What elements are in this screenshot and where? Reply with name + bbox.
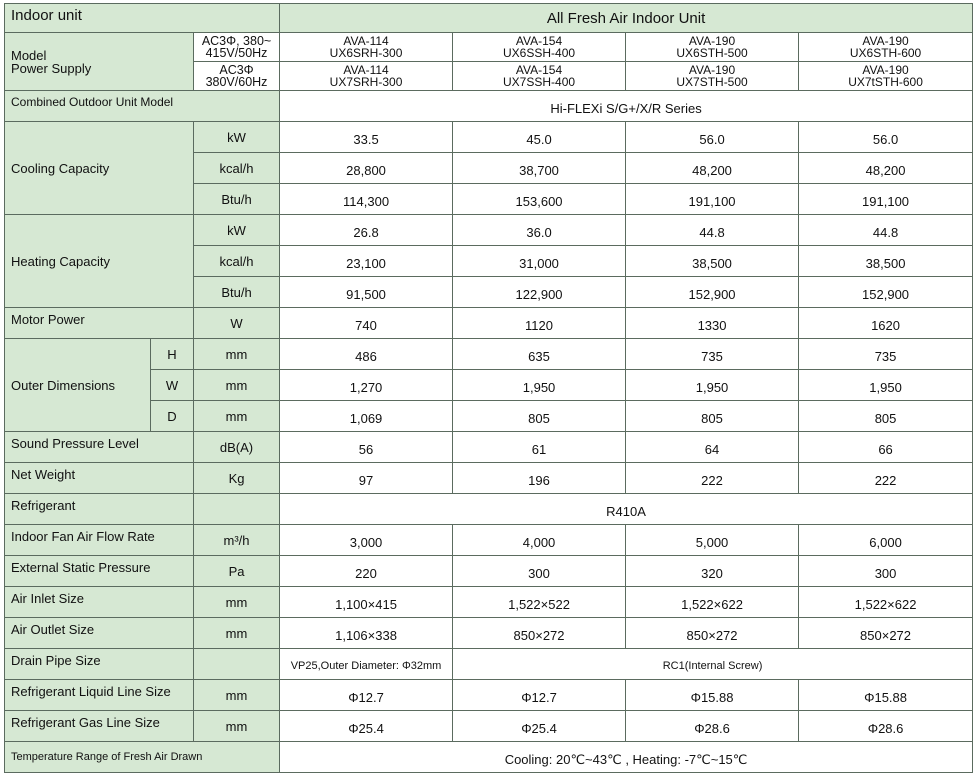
static-pressure-value: 300: [799, 556, 973, 587]
heating-capacity-label: Heating Capacity: [5, 215, 194, 308]
model-name-line-2: UX7SRH-300: [329, 75, 403, 89]
heating-value: 44.8: [626, 215, 799, 246]
liquid-line-size-value: Φ12.7: [280, 680, 453, 711]
motor-value: 740: [280, 308, 453, 339]
liquid-line-size-label: Refrigerant Liquid Line Size: [5, 680, 194, 711]
specification-table: [4, 3, 973, 773]
drain-pipe-value-2: RC1(Internal Screw): [453, 649, 973, 680]
air-inlet-size-value: 1,522×622: [799, 587, 973, 618]
unit-label: kcal/h: [194, 246, 280, 277]
power-supply-60hz-line-1: AC3Φ: [219, 63, 254, 77]
cooling-capacity-label: Cooling Capacity: [5, 122, 194, 215]
cooling-value: 28,800: [280, 153, 453, 184]
cooling-value: 48,200: [626, 153, 799, 184]
cooling-value: 191,100: [799, 184, 973, 215]
motor-value: 1120: [453, 308, 626, 339]
air-outlet-size-label: Air Outlet Size: [5, 618, 194, 649]
dimension-axis-label: D: [151, 401, 194, 432]
air-flow-rate-value: 5,000: [626, 525, 799, 556]
air-flow-rate-label: Indoor Fan Air Flow Rate: [5, 525, 194, 556]
dimension-value: 1,950: [626, 370, 799, 401]
power-supply-50hz: [194, 33, 280, 62]
dimension-value: 1,950: [453, 370, 626, 401]
static-pressure-value: 220: [280, 556, 453, 587]
refrigerant-label: Refrigerant: [5, 494, 194, 525]
model-name-line-1: AVA-190: [862, 34, 909, 48]
model-name-line-2: UX7SSH-400: [503, 75, 576, 89]
motor-power-label: Motor Power: [5, 308, 194, 339]
drain-pipe-label: Drain Pipe Size: [5, 649, 194, 680]
drain-pipe-value-1: VP25,Outer Diameter: Φ32mm: [280, 649, 453, 680]
model-power-label-line-1: Model: [11, 47, 47, 63]
temperature-range-label: Temperature Range of Fresh Air Drawn: [5, 742, 280, 773]
model-name: [799, 62, 973, 91]
unit-label: mm: [194, 680, 280, 711]
sound-pressure-label: Sound Pressure Level: [5, 432, 194, 463]
model-name-line-1: AVA-190: [688, 63, 736, 77]
unit-label: mm: [194, 370, 280, 401]
net-weight-value: 222: [799, 463, 973, 494]
unit-label: Kg: [194, 463, 280, 494]
net-weight-value: 97: [280, 463, 453, 494]
model-power-label: [5, 33, 194, 91]
unit-label: m³/h: [194, 525, 280, 556]
dimension-value: 735: [799, 339, 973, 370]
heating-value: 38,500: [799, 246, 973, 277]
model-name-line-1: AVA-190: [688, 34, 736, 48]
unit-label: kW: [194, 122, 280, 153]
sound-pressure-value: 61: [453, 432, 626, 463]
cooling-value: 191,100: [626, 184, 799, 215]
model-name: [626, 62, 799, 91]
power-supply-60hz-line-2: 380V/60Hz: [205, 75, 268, 89]
air-outlet-size-value: 850×272: [626, 618, 799, 649]
unit-label: Btu/h: [194, 184, 280, 215]
drain-unit-empty: [194, 649, 280, 680]
dimension-value: 805: [626, 401, 799, 432]
unit-label: mm: [194, 618, 280, 649]
model-name-line-2: UX6STH-500: [676, 46, 748, 60]
liquid-line-size-value: Φ15.88: [626, 680, 799, 711]
model-name-line-1: AVA-154: [515, 63, 563, 77]
net-weight-value: 222: [626, 463, 799, 494]
power-supply-50hz-line-2: 415V/50Hz: [205, 46, 268, 60]
cooling-value: 114,300: [280, 184, 453, 215]
model-name-line-1: AVA-114: [343, 34, 389, 48]
model-name-line-1: AVA-154: [515, 34, 563, 48]
heating-value: 26.8: [280, 215, 453, 246]
indoor-unit-header: Indoor unit: [5, 4, 280, 33]
model-name: [280, 33, 453, 62]
static-pressure-value: 320: [626, 556, 799, 587]
liquid-line-size-value: Φ12.7: [453, 680, 626, 711]
outer-dimensions-label: Outer Dimensions: [5, 339, 151, 432]
unit-label: kW: [194, 215, 280, 246]
sound-pressure-value: 56: [280, 432, 453, 463]
gas-line-size-label: Refrigerant Gas Line Size: [5, 711, 194, 742]
model-name-line-2: UX6SSH-400: [503, 46, 576, 60]
sound-pressure-value: 66: [799, 432, 973, 463]
dimension-value: 1,270: [280, 370, 453, 401]
heating-value: 152,900: [626, 277, 799, 308]
power-supply-50hz-line-1: AC3Φ, 380~: [201, 34, 272, 48]
unit-label: Btu/h: [194, 277, 280, 308]
dimension-value: 635: [453, 339, 626, 370]
dimension-value: 1,069: [280, 401, 453, 432]
cooling-value: 48,200: [799, 153, 973, 184]
unit-label: Pa: [194, 556, 280, 587]
air-inlet-size-value: 1,522×522: [453, 587, 626, 618]
heating-value: 152,900: [799, 277, 973, 308]
model-name: [280, 62, 453, 91]
sound-pressure-value: 64: [626, 432, 799, 463]
model-name: [799, 33, 973, 62]
heating-value: 91,500: [280, 277, 453, 308]
air-outlet-size-value: 1,106×338: [280, 618, 453, 649]
dimension-axis-label: W: [151, 370, 194, 401]
unit-label: kcal/h: [194, 153, 280, 184]
unit-label: W: [194, 308, 280, 339]
unit-label: dB(A): [194, 432, 280, 463]
gas-line-size-value: Φ28.6: [626, 711, 799, 742]
air-inlet-size-value: 1,100×415: [280, 587, 453, 618]
model-name-line-2: UX7tSTH-600: [848, 75, 923, 89]
liquid-line-size-value: Φ15.88: [799, 680, 973, 711]
model-name-line-2: UX6SRH-300: [329, 46, 403, 60]
heating-value: 38,500: [626, 246, 799, 277]
cooling-value: 56.0: [799, 122, 973, 153]
temperature-range-value: Cooling: 20℃~43℃ , Heating: -7℃~15℃: [280, 742, 973, 773]
cooling-value: 153,600: [453, 184, 626, 215]
heating-value: 36.0: [453, 215, 626, 246]
gas-line-size-value: Φ25.4: [453, 711, 626, 742]
air-inlet-size-value: 1,522×622: [626, 587, 799, 618]
cooling-value: 45.0: [453, 122, 626, 153]
cooling-value: 38,700: [453, 153, 626, 184]
motor-value: 1620: [799, 308, 973, 339]
motor-value: 1330: [626, 308, 799, 339]
unit-label: mm: [194, 587, 280, 618]
dimension-value: 805: [453, 401, 626, 432]
refrigerant-value: R410A: [280, 494, 973, 525]
model-name-line-1: AVA-190: [862, 63, 909, 77]
model-name-line-2: UX6STH-600: [849, 46, 922, 60]
model-name: [626, 33, 799, 62]
combined-outdoor-label: Combined Outdoor Unit Model: [5, 91, 280, 122]
unit-label: mm: [194, 711, 280, 742]
air-inlet-size-label: Air Inlet Size: [5, 587, 194, 618]
unit-label: mm: [194, 339, 280, 370]
model-power-label-line-2: Power Supply: [11, 60, 92, 76]
dimension-value: 486: [280, 339, 453, 370]
dimension-value: 735: [626, 339, 799, 370]
model-name: [453, 33, 626, 62]
air-outlet-size-value: 850×272: [799, 618, 973, 649]
model-name-line-1: AVA-114: [343, 63, 389, 77]
static-pressure-value: 300: [453, 556, 626, 587]
heating-value: 44.8: [799, 215, 973, 246]
heating-value: 31,000: [453, 246, 626, 277]
dimension-value: 1,950: [799, 370, 973, 401]
gas-line-size-value: Φ28.6: [799, 711, 973, 742]
air-outlet-size-value: 850×272: [453, 618, 626, 649]
static-pressure-label: External Static Pressure: [5, 556, 194, 587]
cooling-value: 33.5: [280, 122, 453, 153]
power-supply-60hz: [194, 62, 280, 91]
combined-outdoor-value: Hi-FLEXi S/G+/X/R Series: [280, 91, 973, 122]
net-weight-value: 196: [453, 463, 626, 494]
heating-value: 122,900: [453, 277, 626, 308]
unit-label: mm: [194, 401, 280, 432]
refrigerant-unit-empty: [194, 494, 280, 525]
air-flow-rate-value: 6,000: [799, 525, 973, 556]
model-name: [453, 62, 626, 91]
cooling-value: 56.0: [626, 122, 799, 153]
model-name-line-2: UX7STH-500: [676, 75, 748, 89]
table-title: All Fresh Air Indoor Unit: [280, 4, 973, 33]
gas-line-size-value: Φ25.4: [280, 711, 453, 742]
air-flow-rate-value: 4,000: [453, 525, 626, 556]
dimension-axis-label: H: [151, 339, 194, 370]
net-weight-label: Net Weight: [5, 463, 194, 494]
heating-value: 23,100: [280, 246, 453, 277]
dimension-value: 805: [799, 401, 973, 432]
air-flow-rate-value: 3,000: [280, 525, 453, 556]
